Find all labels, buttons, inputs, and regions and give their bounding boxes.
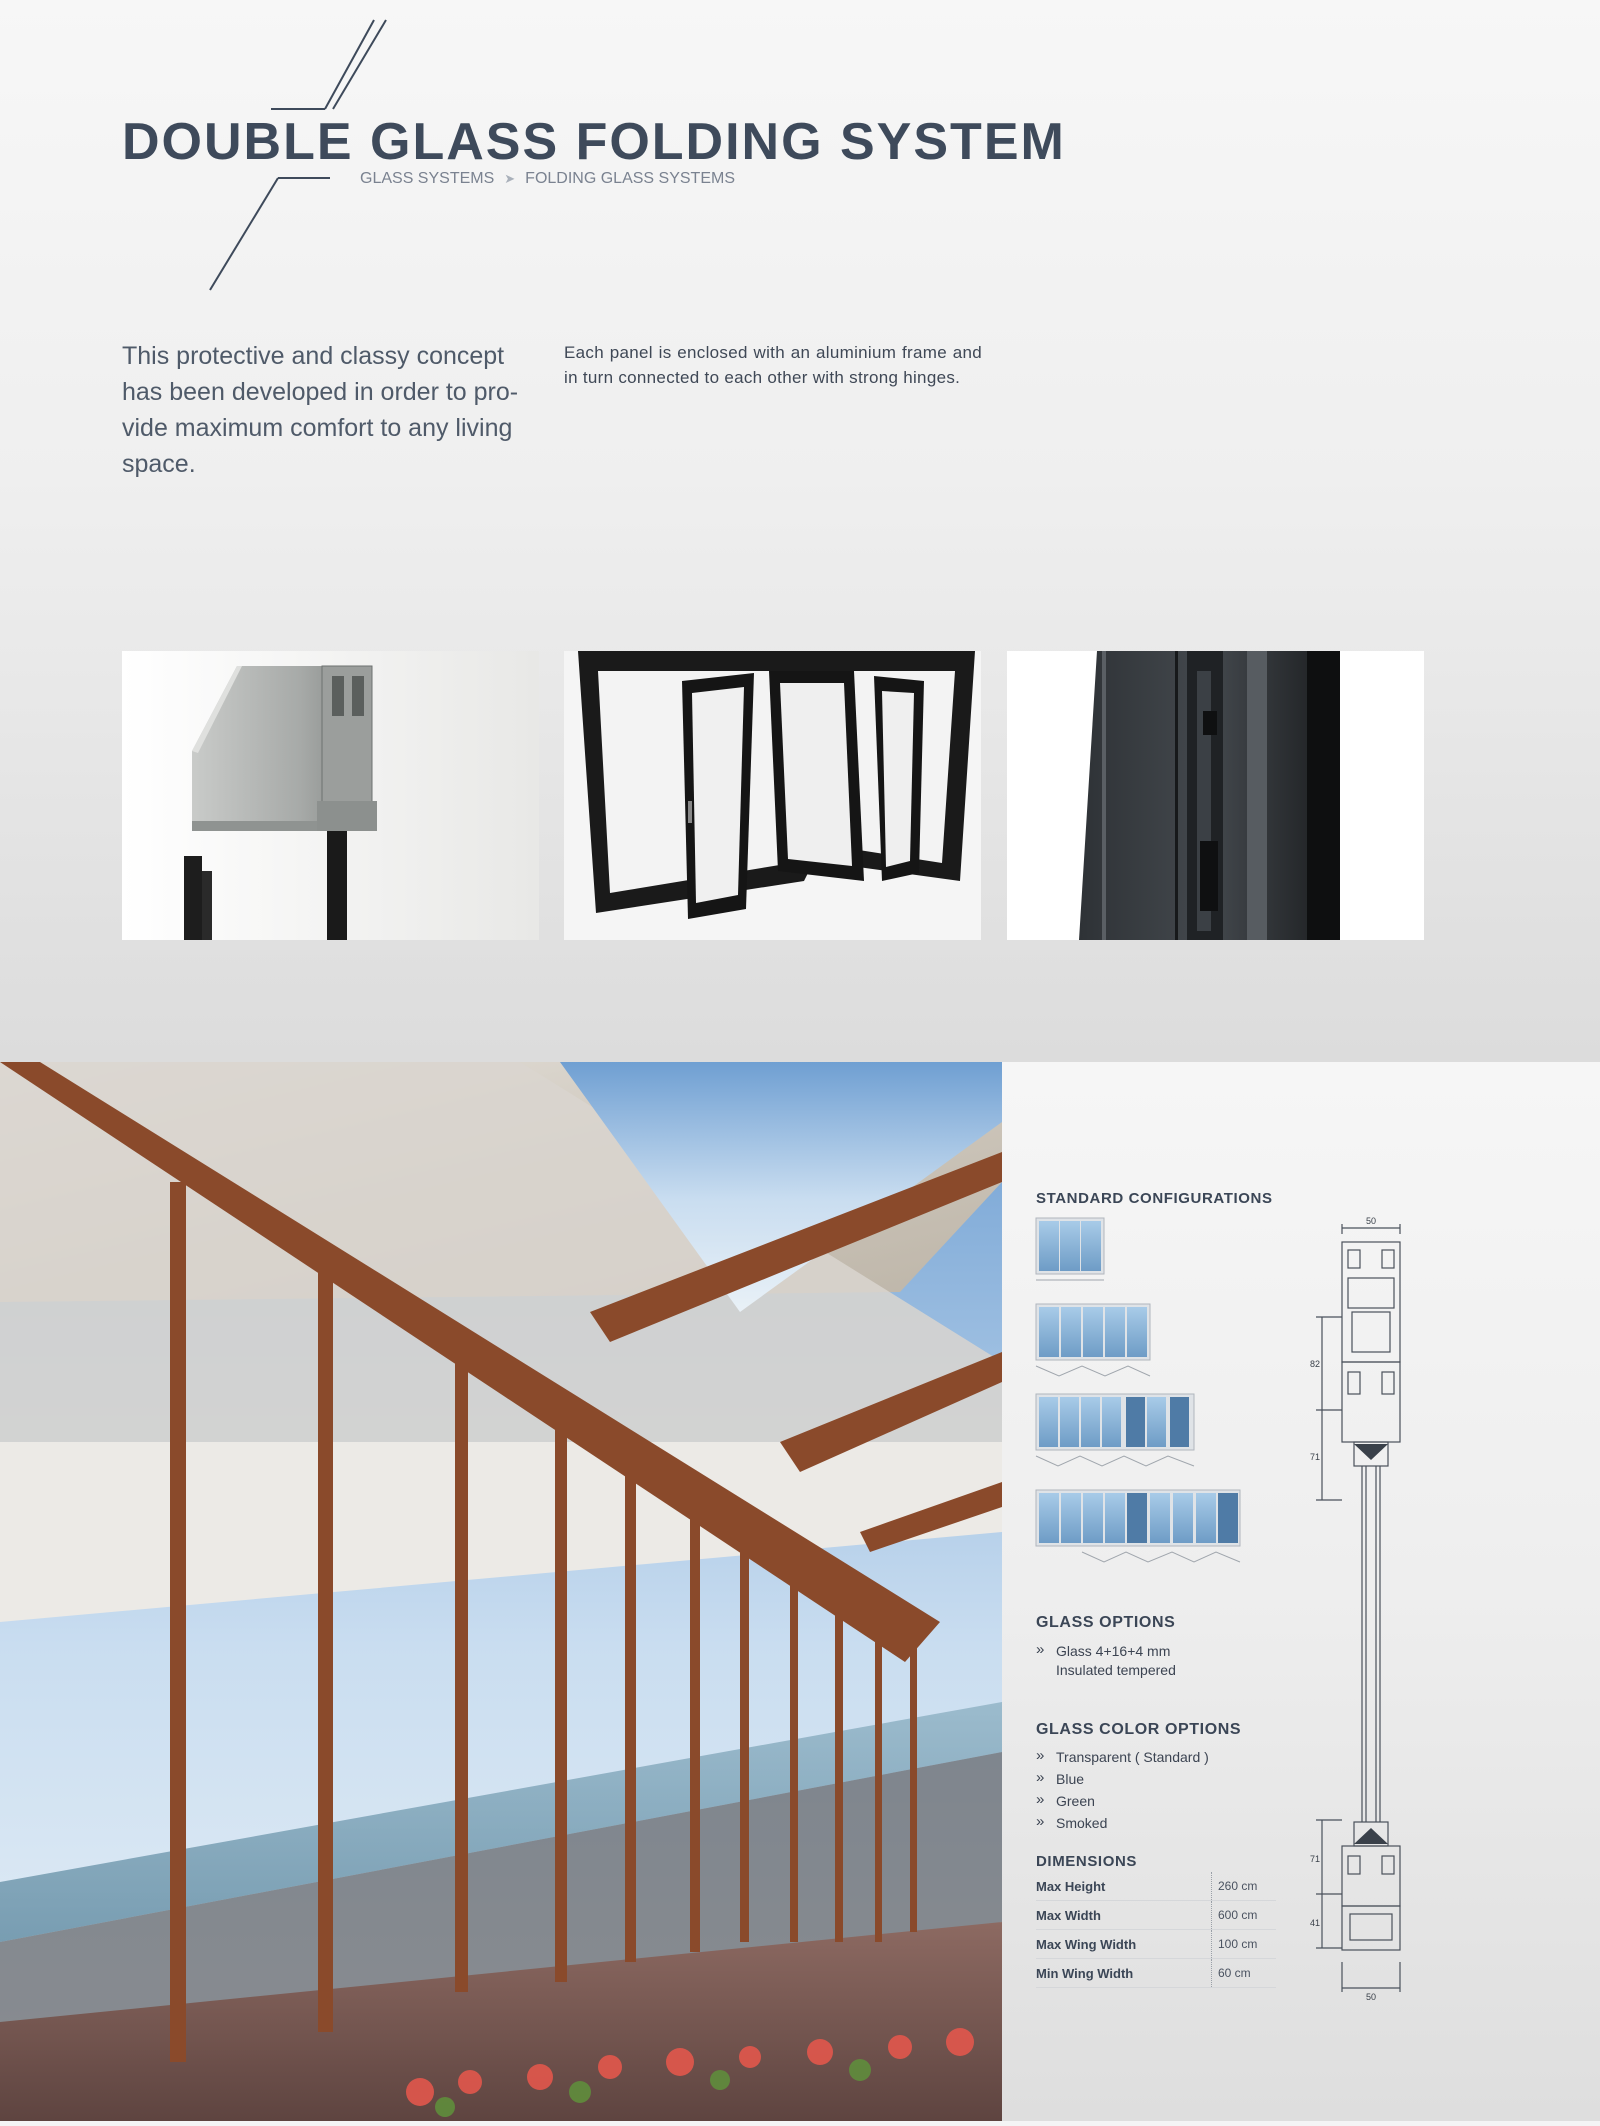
dim-bottom-label: 50 xyxy=(1365,1992,1377,2002)
dimension-label: Max Wing Width xyxy=(1036,1937,1137,1952)
profile-section-drawing xyxy=(1302,1216,1432,2002)
lead-paragraph: This protective and classy concept has been developed in order to pro-vide maximum comfort to any living space. xyxy=(122,342,519,478)
bullet-icon: » xyxy=(1036,1641,1045,1658)
dimension-value: 100 cm xyxy=(1218,1937,1258,1951)
spec-panel xyxy=(1002,1062,1600,2121)
table-row xyxy=(1036,1930,1276,1959)
breadcrumb-separator: ➤ xyxy=(504,171,516,186)
dim-d-label: 41 xyxy=(1310,1918,1321,1928)
list-item: » Green xyxy=(1036,1791,1095,1809)
table-row xyxy=(1036,1872,1276,1901)
page-title: DOUBLE GLASS FOLDING SYSTEM xyxy=(122,113,1066,171)
folding-frame-photo xyxy=(564,651,981,940)
description-paragraph: Each panel is enclosed with an aluminium frame and in turn connected to each other with strong hinges. xyxy=(564,343,982,387)
glass-options-heading: GLASS OPTIONS xyxy=(1036,1614,1176,1631)
bullet-icon: » xyxy=(1036,1769,1045,1786)
glass-color-list xyxy=(1036,1746,1209,1834)
list-item: » Smoked xyxy=(1036,1813,1108,1831)
bullet-icon: » xyxy=(1036,1791,1045,1808)
dimension-value: 600 cm xyxy=(1218,1908,1258,1922)
configuration-diagrams xyxy=(1036,1218,1256,1568)
breadcrumb-item[interactable]: GLASS SYSTEMS xyxy=(360,170,495,187)
glass-color-heading: GLASS COLOR OPTIONS xyxy=(1036,1721,1242,1738)
dim-top-label: 50 xyxy=(1365,1216,1377,1226)
dimension-label: Max Height xyxy=(1036,1879,1106,1894)
profile-closeup-photo xyxy=(1007,651,1424,940)
list-item: » Blue xyxy=(1036,1769,1085,1787)
breadcrumb xyxy=(360,170,735,188)
dimension-label: Min Wing Width xyxy=(1036,1966,1134,1981)
dim-c-label: 71 xyxy=(1310,1854,1321,1864)
dimension-value: 60 cm xyxy=(1218,1966,1251,1980)
list-item: Insulated tempered xyxy=(1056,1662,1176,1678)
breadcrumb-item[interactable]: FOLDING GLASS SYSTEMS xyxy=(525,170,735,187)
configurations-heading: STANDARD CONFIGURATIONS xyxy=(1036,1190,1273,1207)
dimension-value: 260 cm xyxy=(1218,1879,1258,1893)
dim-a-label: 82 xyxy=(1310,1359,1321,1369)
dimension-label: Max Width xyxy=(1036,1908,1101,1923)
bullet-icon: » xyxy=(1036,1813,1045,1830)
list-item: » Transparent ( Standard ) xyxy=(1036,1747,1209,1765)
restaurant-hero-photo xyxy=(0,1062,1002,2121)
bullet-icon: » xyxy=(1036,1747,1045,1764)
dim-b-label: 71 xyxy=(1310,1452,1321,1462)
dimensions-heading: DIMENSIONS xyxy=(1036,1853,1138,1870)
table-row xyxy=(1036,1959,1276,1988)
aluminium-profile-photo xyxy=(122,651,539,940)
list-item: » Glass 4+16+4 mm xyxy=(1036,1641,1171,1659)
table-row xyxy=(1036,1901,1276,1930)
glass-options-list xyxy=(1036,1640,1176,1681)
dimensions-table xyxy=(1036,1872,1276,1988)
